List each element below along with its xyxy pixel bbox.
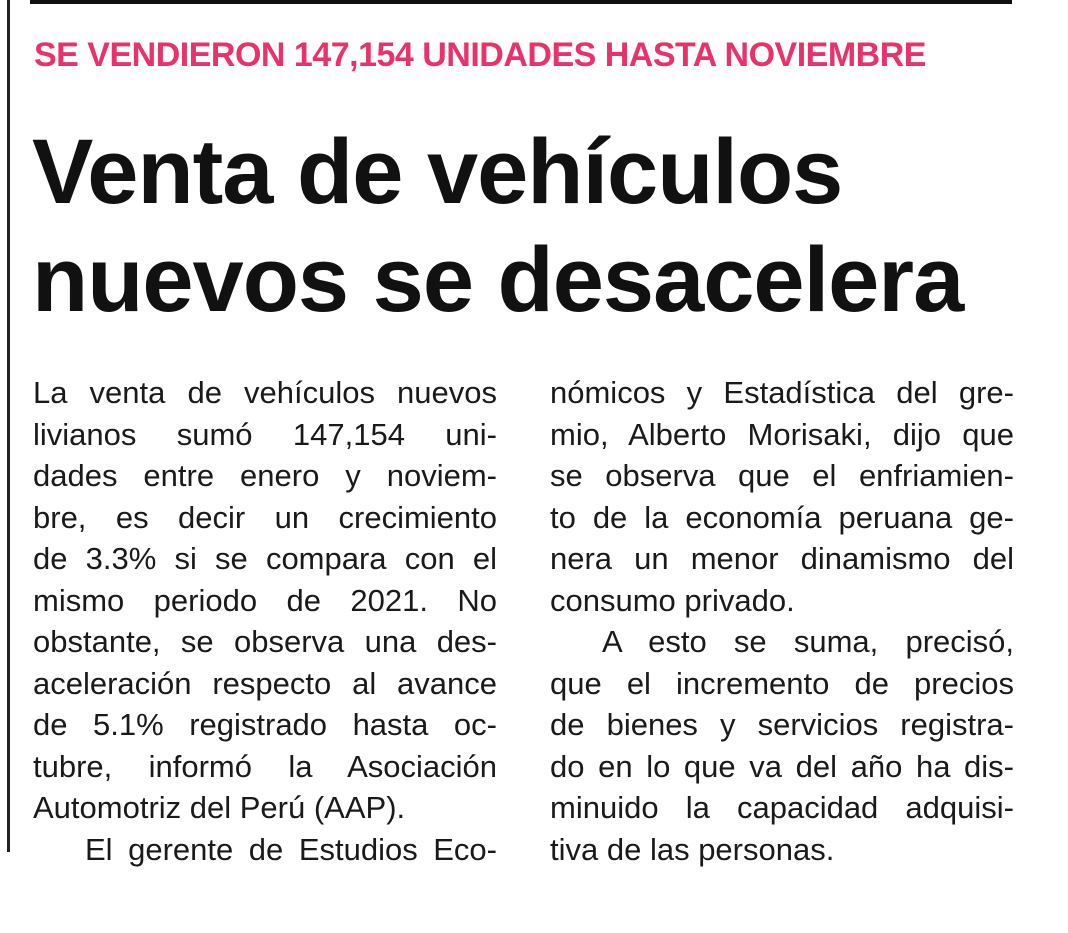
headline-line: Venta de vehículos (32, 121, 843, 223)
body-line: que el incremento de precios (550, 665, 1014, 701)
body-line: tiva de las personas. (550, 831, 835, 867)
left-rule (7, 0, 10, 852)
body-line: livianos sumó 147,154 uni- (33, 416, 497, 452)
headline (32, 118, 1012, 334)
body-line: La venta de vehículos nuevos (33, 375, 497, 410)
body-line: minuido la capacidad adquisi- (550, 790, 1014, 825)
body-column-left (33, 372, 497, 870)
body-line: A esto se suma, precisó, (602, 624, 1014, 659)
body-line: El gerente de Estudios Eco- (85, 831, 497, 867)
body-line: to de la economía peruana ge- (550, 499, 1014, 535)
body-line: dades entre enero y noviem- (33, 458, 497, 493)
body-line: bre, es decir un crecimiento (33, 499, 497, 535)
body-line: obstante, se observa una des- (33, 624, 497, 659)
body-line: se observa que el enfriamien- (550, 458, 1014, 493)
body-line: consumo privado. (550, 582, 795, 618)
headline-line: nuevos se desacelera (32, 229, 964, 331)
kicker: SE VENDIERON 147,154 UNIDADES HASTA NOVIEMBRE (34, 36, 926, 74)
body-line: de bienes y servicios registra- (550, 707, 1014, 742)
body-line: tubre, informó la Asociación (33, 748, 497, 784)
body-line: mio, Alberto Morisaki, dijo que (550, 416, 1014, 452)
body-line: do en lo que va del año ha dis- (550, 748, 1014, 784)
body-line: de 3.3% si se compara con el (33, 541, 497, 576)
body-line: mismo periodo de 2021. No (33, 582, 497, 618)
top-rule (30, 0, 1012, 4)
body-line: Automotriz del Perú (AAP). (33, 790, 406, 825)
body-line: nómicos y Estadística del gre- (550, 375, 1014, 410)
body-line: nera un menor dinamismo del (550, 541, 1014, 576)
body-line: aceleración respecto al avance (33, 665, 497, 701)
body-column-right (550, 372, 1014, 870)
body-line: de 5.1% registrado hasta oc- (33, 707, 497, 742)
